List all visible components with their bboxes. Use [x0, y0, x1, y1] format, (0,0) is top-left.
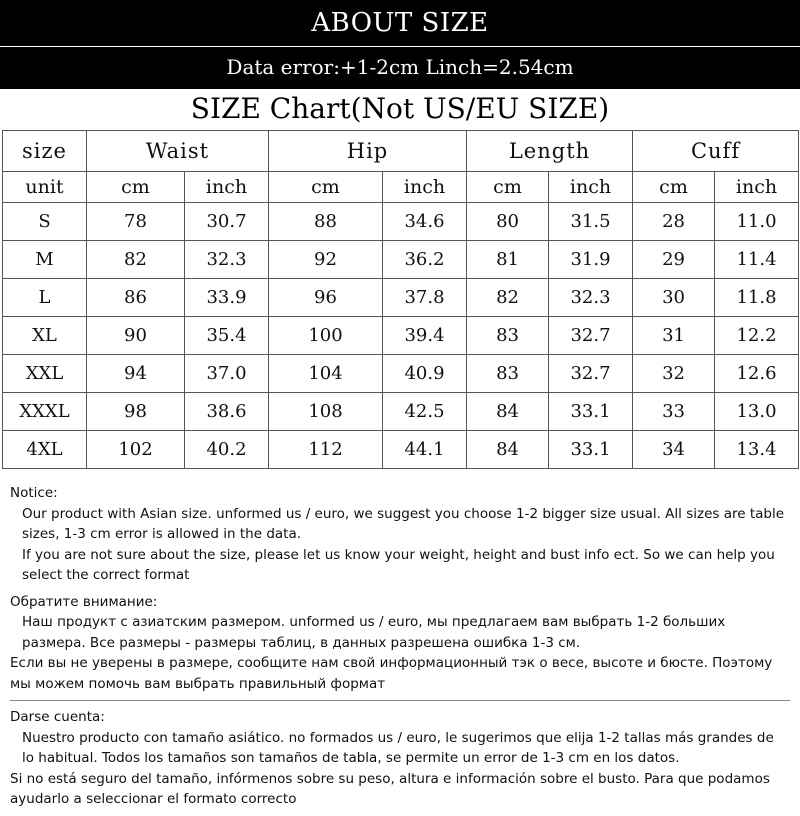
measurement-cell: 83: [467, 317, 549, 355]
length-header: Length: [467, 131, 633, 172]
measurement-cell: 39.4: [383, 317, 467, 355]
size-chart-title: SIZE Chart(Not US/EU SIZE): [190, 91, 610, 125]
measurement-cell: 37.0: [185, 355, 269, 393]
measurement-cell: 34.6: [383, 203, 467, 241]
size-header: size: [3, 131, 87, 172]
unit-cm: cm: [467, 172, 549, 203]
measurement-cell: 34: [633, 431, 715, 469]
measurement-cell: 104: [269, 355, 383, 393]
measurement-cell: 32: [633, 355, 715, 393]
measurement-cell: 82: [87, 241, 185, 279]
unit-cm: cm: [269, 172, 383, 203]
measurement-cell: 80: [467, 203, 549, 241]
measurement-cell: 29: [633, 241, 715, 279]
notice-text-ru-2: Если вы не уверены в размере, сообщите нам свой информационный тэк о весе, высоте и бюсте. Поэтому мы можем помочь вам выбрать правильный формат: [10, 655, 773, 692]
measurement-cell: 42.5: [383, 393, 467, 431]
table-row: [3, 317, 799, 355]
table-unit-row: [3, 172, 799, 203]
unit-inch: inch: [715, 172, 799, 203]
waist-header: Waist: [87, 131, 269, 172]
notice-ru: [10, 592, 790, 695]
table-header-row: [3, 131, 799, 172]
unit-cm: cm: [87, 172, 185, 203]
measurement-cell: 32.7: [549, 355, 633, 393]
measurement-cell: 11.4: [715, 241, 799, 279]
banner-title: ABOUT SIZE: [311, 8, 489, 38]
measurement-cell: 82: [467, 279, 549, 317]
measurement-cell: 40.9: [383, 355, 467, 393]
measurement-cell: 30.7: [185, 203, 269, 241]
notice-heading-ru: Обратите внимание:: [10, 593, 158, 610]
notes-section: [10, 483, 790, 816]
measurement-cell: 37.8: [383, 279, 467, 317]
notice-heading-es: Darse cuenta:: [10, 709, 105, 725]
notice-en: [10, 483, 790, 586]
size-table: [2, 130, 799, 469]
measurement-cell: 31.5: [549, 203, 633, 241]
size-cell: S: [3, 203, 87, 241]
unit-inch: inch: [549, 172, 633, 203]
table-row: [3, 203, 799, 241]
notice-text-ru-1: Наш продукт с азиатским размером. unformed us / euro, мы предлагаем вам выбрать 1-2 больших размера. Все размеры - размеры таблиц, в данных разрешена ошибка 1-3 см.: [22, 614, 726, 651]
measurement-cell: 36.2: [383, 241, 467, 279]
size-cell: XL: [3, 317, 87, 355]
table-row: [3, 393, 799, 431]
measurement-cell: 86: [87, 279, 185, 317]
measurement-cell: 40.2: [185, 431, 269, 469]
about-size-banner: [0, 0, 800, 46]
table-row: [3, 355, 799, 393]
measurement-cell: 84: [467, 393, 549, 431]
measurement-cell: 33.9: [185, 279, 269, 317]
measurement-cell: 112: [269, 431, 383, 469]
measurement-cell: 84: [467, 431, 549, 469]
measurement-cell: 38.6: [185, 393, 269, 431]
measurement-cell: 81: [467, 241, 549, 279]
measurement-cell: 28: [633, 203, 715, 241]
measurement-cell: 11.8: [715, 279, 799, 317]
size-cell: XXL: [3, 355, 87, 393]
size-cell: XXXL: [3, 393, 87, 431]
notes-divider: [10, 700, 790, 701]
measurement-cell: 32.3: [549, 279, 633, 317]
measurement-cell: 11.0: [715, 203, 799, 241]
measurement-cell: 94: [87, 355, 185, 393]
measurement-cell: 98: [87, 393, 185, 431]
measurement-cell: 12.6: [715, 355, 799, 393]
unit-inch: inch: [383, 172, 467, 203]
size-cell: M: [3, 241, 87, 279]
measurement-cell: 32.3: [185, 241, 269, 279]
notice-text-es-2: Si no está seguro del tamaño, infórmenos sobre su peso, altura e información sobre el busto. Para que podamos ayudarlo a seleccionar el formato correcto: [10, 770, 770, 807]
measurement-cell: 33.1: [549, 393, 633, 431]
measurement-cell: 13.0: [715, 393, 799, 431]
size-cell: L: [3, 279, 87, 317]
unit-inch: inch: [185, 172, 269, 203]
measurement-cell: 31.9: [549, 241, 633, 279]
notice-es: [10, 707, 790, 810]
notice-text-en-1: Our product with Asian size. unformed us / euro, we suggest you choose 1-2 bigger size usual. All sizes are table sizes, 1-3 cm error is allowed in the data.: [22, 505, 785, 542]
measurement-cell: 44.1: [383, 431, 467, 469]
measurement-cell: 92: [269, 241, 383, 279]
measurement-cell: 96: [269, 279, 383, 317]
measurement-cell: 35.4: [185, 317, 269, 355]
size-cell: 4XL: [3, 431, 87, 469]
banner-subtitle: Data error:+1-2cm Linch=2.54cm: [226, 55, 574, 79]
measurement-cell: 31: [633, 317, 715, 355]
size-rows: [3, 203, 799, 469]
measurement-cell: 88: [269, 203, 383, 241]
measurement-cell: 90: [87, 317, 185, 355]
measurement-cell: 100: [269, 317, 383, 355]
notice-heading-en: Notice:: [10, 485, 58, 501]
measurement-cell: 83: [467, 355, 549, 393]
table-row: [3, 279, 799, 317]
table-row: [3, 431, 799, 469]
data-error-banner: [0, 46, 800, 89]
measurement-cell: 33.1: [549, 431, 633, 469]
table-row: [3, 241, 799, 279]
notice-text-es-1: Nuestro producto con tamaño asiático. no formados us / euro, le sugerimos que elija 1-2 tallas más grandes de lo habitual. Todos los tamaños son tamaños de tabla, se permite un error de 1-3 cm en los datos.: [22, 729, 774, 766]
measurement-cell: 108: [269, 393, 383, 431]
hip-header: Hip: [269, 131, 467, 172]
measurement-cell: 30: [633, 279, 715, 317]
measurement-cell: 12.2: [715, 317, 799, 355]
measurement-cell: 32.7: [549, 317, 633, 355]
measurement-cell: 33: [633, 393, 715, 431]
unit-cm: cm: [633, 172, 715, 203]
unit-header: unit: [3, 172, 87, 203]
measurement-cell: 78: [87, 203, 185, 241]
cuff-header: Cuff: [633, 131, 799, 172]
notice-text-en-2: If you are not sure about the size, please let us know your weight, height and bust info ect. So we can help you select the correct format: [22, 546, 775, 583]
measurement-cell: 102: [87, 431, 185, 469]
measurement-cell: 13.4: [715, 431, 799, 469]
